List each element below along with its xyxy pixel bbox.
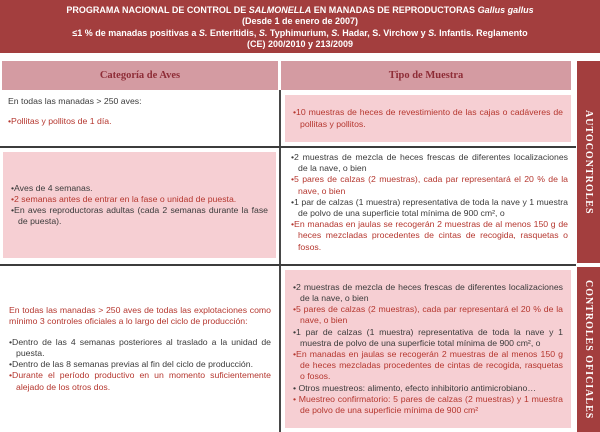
row-separator-line [0, 146, 576, 148]
bullet-item: • Otros muestreos: alimento, efecto inhibitorio antimicrobiano… [293, 382, 537, 393]
italic-text: S. [428, 27, 437, 38]
bullet-item: •Durante el período productivo en un momento suficientemente alejado de los otros dos. [9, 370, 271, 392]
bullet-item: •2 semanas antes de entrar en la fase o unidad de puesta. [11, 193, 237, 204]
row3-categoria-cell [2, 266, 278, 432]
column-header-tipo-de-muestra: Tipo de Muestra [281, 61, 571, 90]
row2-categoria-cell [3, 152, 276, 258]
plain-text: EN MANADAS DE REPRODUCTORAS [311, 5, 478, 15]
bullet-item: •5 pares de calzas (2 muestras), cada par representará el 20 % de la nave, o bien [291, 174, 568, 196]
side-label-controles-oficiales: CONTROLES OFICIALES [577, 267, 600, 432]
bullet-item: •10 muestras de heces de revestimiento de las cajas o cadáveres de pollitas y pollitos. [293, 107, 563, 129]
plain-text: Hadar, S. Virchow y [339, 27, 429, 38]
italic-text: Gallus gallus [477, 5, 534, 15]
bullet-item: •5 pares de calzas (2 muestras), cada par representará el 20 % de la nave, o bien [293, 304, 563, 326]
plain-text: Enteritidis, [207, 27, 259, 38]
row1-categoria-cell [2, 92, 277, 144]
bullet-item: •En manadas en jaulas se recogerán 2 muestras de al menos 150 g de heces mezcladas procedentes de cintas de recogida, rasquetas o fosos. [291, 219, 568, 252]
column-divider-line [279, 90, 281, 432]
italic-text: SALMONELLA [248, 5, 312, 15]
banner-title [0, 5, 600, 16]
bullet-item: •2 muestras de mezcla de heces frescas de diferentes localizaciones de la nave, o bien [291, 152, 568, 174]
italic-text: S. [198, 27, 208, 38]
bullet-item: •Pollitas y pollitos de 1 día. [8, 116, 112, 127]
bullet-item: •Aves de 4 semanas. [11, 182, 93, 193]
bullet-item: •En manadas en jaulas se recogerán 2 muestras de al menos 150 g de heces mezcladas procedentes de cintas de recogida, rasquetas o fosos. [293, 349, 563, 382]
banner-date-line: (Desde 1 de enero de 2007) [241, 16, 359, 27]
plain-text: ≤1 % de manadas positivas a [72, 27, 199, 38]
plain-text: PROGRAMA NACIONAL DE CONTROL DE [66, 5, 249, 15]
banner-target-line [0, 28, 600, 39]
row1-muestra-cell [285, 95, 571, 142]
banner-regulation-line: (CE) 200/2010 y 213/2009 [246, 39, 354, 50]
bullet-item: •Dentro de las 8 semanas previas al fin del ciclo de producción. [9, 359, 254, 370]
column-header-categoria-de-aves: Categoría de Aves [2, 61, 278, 90]
row2-muestra-cell [285, 149, 572, 261]
bullet-item: •Dentro de las 4 semanas posteriores al traslado a la unidad de puesta. [9, 336, 271, 358]
banner [0, 0, 600, 53]
cell-paragraph: En todas las manadas > 250 aves de todas las explotaciones como mínimo 3 controles oficiales a lo largo del ciclo de producción: [9, 305, 271, 327]
cell-paragraph: En todas las manadas > 250 aves: [8, 96, 142, 106]
bullet-item: •2 muestras de mezcla de heces frescas de diferentes localizaciones de la nave, o bien [293, 281, 563, 303]
plain-text: Infantis. Reglamento [436, 27, 528, 38]
bullet-item: • Muestreo confirmatorio: 5 pares de calzas (2 muestras) y 1 muestra de polvo de una superficie mínima de 900 cm² [293, 393, 563, 416]
side-label-autocontroles: AUTOCONTROLES [577, 61, 600, 263]
plain-text: Typhimurium, [267, 27, 332, 38]
italic-text: S. [258, 27, 268, 38]
bullet-item: •1 par de calzas (1 muestra) representativa de toda la nave y 1 muestra de polvo de una superficie total mínima de 900 cm², o [291, 196, 568, 219]
row3-muestra-cell [285, 270, 571, 428]
italic-text: S. [331, 27, 340, 38]
bullet-item: •En aves reproductoras adultas (cada 2 semanas durante la fase de puesta). [11, 205, 268, 227]
bullet-item: •1 par de calzas (1 muestra) representativa de toda la nave y 1 muestra de polvo de una superficie total mínima de 900 cm², o [293, 326, 563, 348]
